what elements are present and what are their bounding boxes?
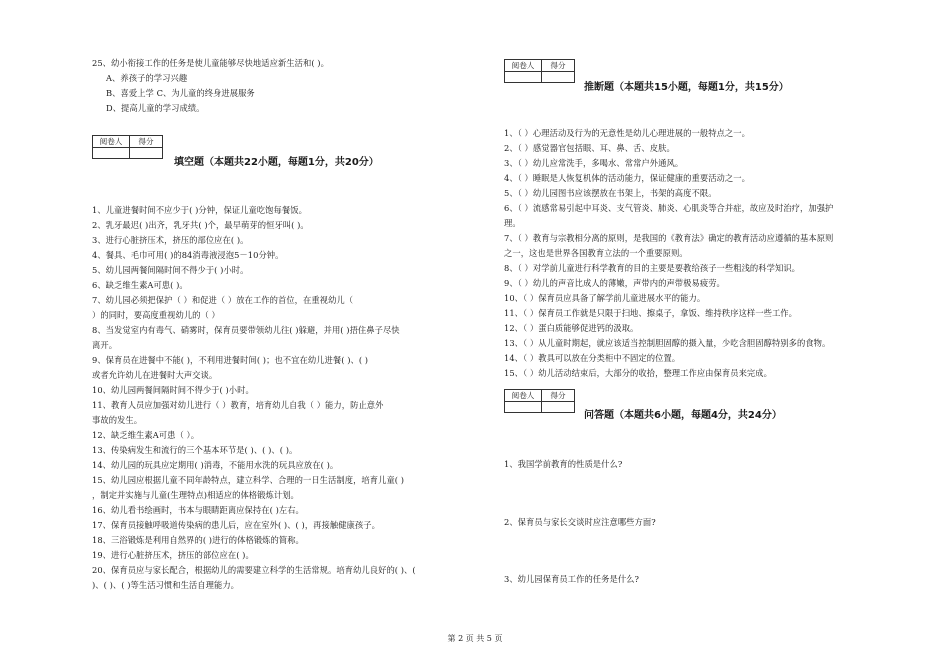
qa-question-1: 1、我国学前教育的性质是什么? [504,459,623,469]
fill-section-title: 填空题（本题共22小题，每题1分，共20分） [174,157,379,168]
question-line: 理。 [504,218,521,228]
score-cell[interactable] [542,72,575,83]
score-cell[interactable] [542,402,575,413]
question-line: ）的同时，要高度重视幼儿的（ ） [92,310,220,320]
qa-question-2: 2、保育员与家长交谈时应注意哪些方面? [504,517,656,527]
score-box-qa [504,389,575,413]
question-line: 4、餐具、毛巾可用( )的84消毒液浸泡5－10分钟。 [92,250,284,260]
reviewer-label: 阅卷人 [93,136,130,148]
question-line: 2、乳牙最迟( )出齐，乳牙共( )个，最早萌芽的恒牙叫( )。 [92,220,309,230]
reviewer-cell[interactable] [93,148,130,159]
score-cell[interactable] [130,148,163,159]
score-box-fill [92,135,163,159]
question-line: 10、幼儿园两餐间隔时间不得少于( )小时。 [92,385,254,395]
question-25: 25、幼小衔接工作的任务是使儿童能够尽快地适应新生活和( )。 [92,58,329,68]
question-line: 5、幼儿园两餐间隔时间不得少于( )小时。 [92,265,249,275]
option-d: D、提高儿童的学习成绩。 [106,103,205,113]
question-line: 1、（ ）心理活动及行为的无意性是幼儿心理进展的一般特点之一。 [504,128,750,138]
score-label: 得分 [542,60,575,72]
option-b: B、喜爱上学 C、为儿童的终身进展服务 [106,88,255,98]
question-line: 之一，这也是世界各国教育立法的一个重要原则。 [504,248,688,258]
option-a: A、养孩子的学习兴趣 [106,73,188,83]
question-line: )、( )、( )等生活习惯和生活自理能力。 [92,580,240,590]
question-line: 13、（ ）从儿童时期起，就应该适当控制胆固醇的摄入量，少吃含胆固醇特别多的食物。 [504,338,831,348]
qa-question-3: 3、幼儿园保育员工作的任务是什么? [504,574,640,584]
question-line: 17、保育员接触呼吸道传染病的患儿后，应在室外( )、( )，再接触健康孩子。 [92,520,380,530]
judge-section-title: 推断题（本题共15小题，每题1分，共15分） [584,82,789,93]
question-line: 16、幼儿看书绘画时，书本与眼睛距离应保持在( )左右。 [92,505,304,515]
question-line: 或者允许幼儿在进餐时大声交谈。 [92,370,218,380]
question-line: 7、（ ）教育与宗教相分离的原则，是我国的《教育法》确定的教育活动应遵循的基本原则 [504,233,834,243]
question-line: 14、幼儿园的玩具应定期用( )消毒，不能用水洗的玩具应放在( )。 [92,460,339,470]
question-line: 9、（ ）幼儿的声音比成人的薄嫩，声带内的声带极易疲劳。 [504,278,725,288]
question-line: 4、（ ）睡眠是人恢复机体的活动能力，保证健康的重要活动之一。 [504,173,750,183]
question-line: 20、保育员应与家长配合，根据幼儿的需要建立科学的生活常规。培育幼儿良好的( )、( [92,565,416,575]
question-line: 3、进行心脏挤压术，挤压的部位应在( )。 [92,235,249,245]
question-line: 5、（ ）幼儿园图书应该摆放在书架上，书架的高度不限。 [504,188,717,198]
reviewer-label: 阅卷人 [505,390,542,402]
qa-section-title: 问答题（本题共6小题，每题4分，共24分） [584,410,782,421]
question-line: 1、儿童进餐时间不应少于( )分钟，保证儿童吃饱每餐饭。 [92,205,307,215]
question-line: 7、幼儿园必须把保护（ ）和促进（ ）放在工作的首位，在重视幼儿（ [92,295,354,305]
page-footer: 第 2 页 共 5 页 [447,634,503,643]
question-line: 6、缺乏维生素A可患( )。 [92,280,188,290]
score-label: 得分 [542,390,575,402]
question-line: 12、（ ）蛋白质能够促进钙的汲取。 [504,323,639,333]
question-line: 8、（ ）对学前儿童进行科学教育的目的主要是要教给孩子一些粗浅的科学知识。 [504,263,801,273]
score-label: 得分 [130,136,163,148]
question-line: 13、传染病发生和流行的三个基本环节是( )、( )、( )。 [92,445,298,455]
question-line: 10、（ ）保育员应具备了解学前儿童进展水平的能力。 [504,293,706,303]
reviewer-cell[interactable] [505,402,542,413]
question-line: 离开。 [92,340,118,350]
question-line: ，制定并实施与儿童(生理特点)相适应的体格锻炼计划。 [92,490,299,500]
question-line: 18、三浴锻炼是利用自然界的( )进行的体格锻炼的简称。 [92,535,304,545]
question-line: 8、当发觉室内有毒气、硝雾时，保育员要带领幼儿往( )躲避，并用( )捂住鼻子尽快 [92,325,400,335]
reviewer-cell[interactable] [505,72,542,83]
question-line: 2、（ ）感觉器官包括眼、耳、鼻、舌、皮肤。 [504,143,675,153]
question-line: 19、进行心脏挤压术，挤压的部位应在( )。 [92,550,254,560]
question-line: 事故的发生。 [92,415,143,425]
question-line: 9、保育员在进餐中不能( )，不利用进餐时间( )；也不宜在幼儿进餐( )、( ) [92,355,369,365]
score-box-judge [504,59,575,83]
question-line: 11、教育人员应加强对幼儿进行（ ）教育，培育幼儿自我（ ）能力，防止意外 [92,400,384,410]
question-line: 15、（ ）幼儿活动结束后，大部分的收拾，整理工作应由保育员来完成。 [504,368,772,378]
reviewer-label: 阅卷人 [505,60,542,72]
question-line: 12、缺乏维生素A可患（ ）。 [92,430,200,440]
question-line: 14、（ ）教具可以放在分类柜中不固定的位置。 [504,353,681,363]
question-line: 15、幼儿园应根据儿童不同年龄特点，建立科学、合理的一日生活制度，培育儿童( ) [92,475,405,485]
question-line: 11、（ ）保育员工作就是只限于扫地、擦桌子，拿饭、维持秩序这样一些工作。 [504,308,797,318]
question-line: 6、（ ）流感常易引起中耳炎、支气管炎、肺炎、心肌炎等合并症，故应及时治疗，加强护 [504,203,834,213]
question-line: 3、（ ）幼儿应常洗手，多喝水、常常户外通风。 [504,158,684,168]
